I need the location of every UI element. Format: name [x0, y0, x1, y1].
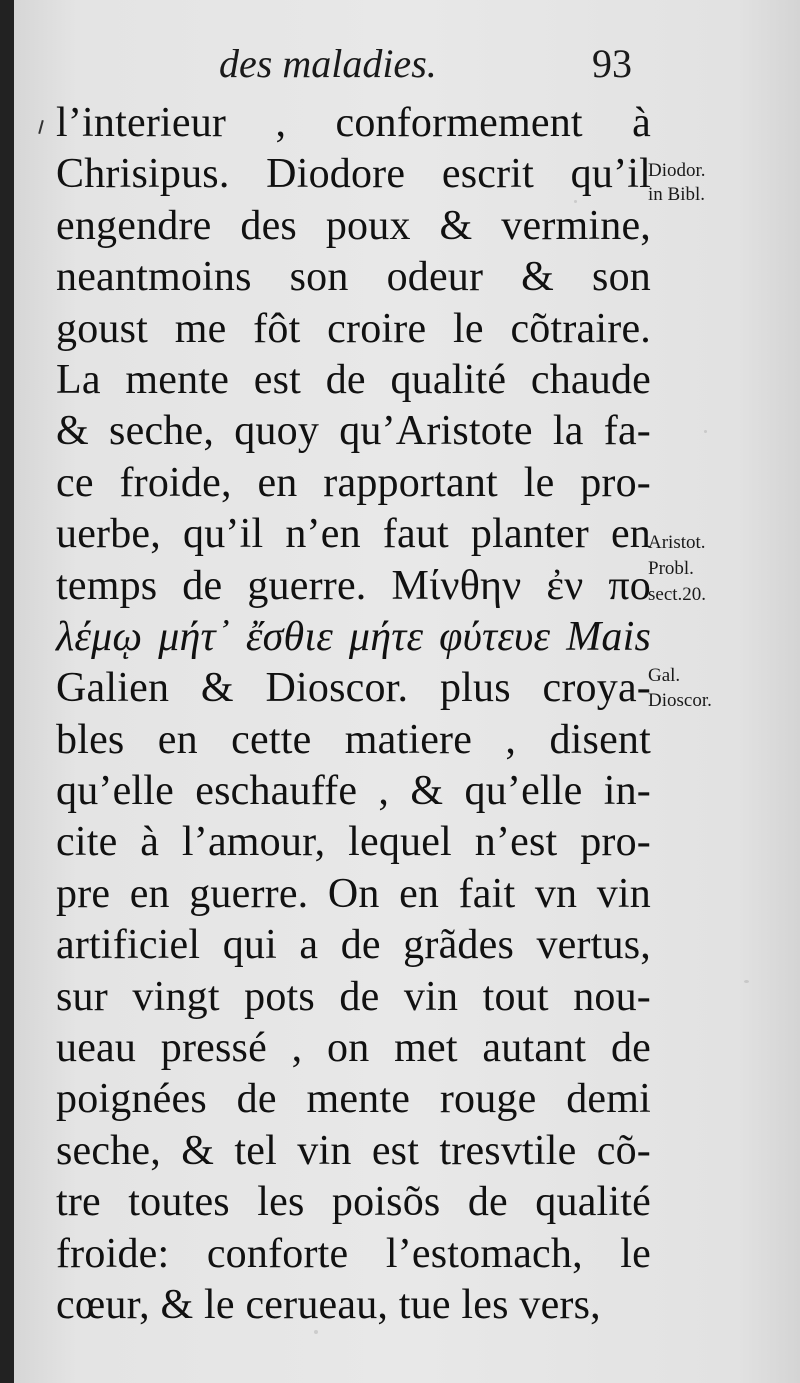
text-line: uerbe, qu’il n’en faut planter en: [56, 511, 651, 558]
text-line: tre toutes les poisõs de qualité: [56, 1179, 651, 1226]
running-title: des maladies.: [219, 41, 437, 86]
text-line: pre en guerre. On en fait vn vin: [56, 870, 651, 917]
text-line: La mente est de qualité chaude: [56, 356, 651, 403]
text-line-greek: λέμῳ μήτ᾽ ἔσθιε μήτε φύτευε Mais: [56, 613, 651, 660]
text-line: & seche, quoy qu’Aristote la fa-: [56, 408, 651, 455]
text-line: engendre des poux & vermine,: [56, 202, 651, 249]
text-line: l’interieur , conformement à: [56, 100, 651, 146]
margin-mark: [38, 120, 44, 134]
text-line: goust me fôt croire le cõtraire.: [56, 305, 651, 352]
text-line: Chrisipus. Diodore escrit qu’il: [56, 151, 651, 198]
text-line-greek: temps de guerre. Μίνθην ἐν πο: [56, 562, 651, 609]
page-header: [14, 40, 800, 100]
text-line: bles en cette matiere , disent: [56, 716, 651, 763]
text-line: Galien & Dioscor. plus croya-: [56, 665, 651, 712]
margin-note-source: Dioscor.: [648, 690, 712, 711]
text-line: sur vingt pots de vin tout nou-: [56, 973, 651, 1020]
text-line: cœur, & le cerueau, tue les vers,: [56, 1281, 601, 1328]
paper-speck: [744, 980, 749, 983]
text-line: poignées de mente rouge demi: [56, 1076, 651, 1123]
margin-note-source: Aristot.: [648, 532, 706, 553]
margin-note-source: in Bibl.: [648, 184, 706, 205]
margin-note-source: sect.20.: [648, 584, 707, 605]
paper-speck: [704, 430, 707, 433]
margin-note-source: Probl.: [648, 558, 694, 579]
text-line: froide: conforte l’estomach, le: [56, 1230, 651, 1277]
margin-note-source: Diodor.: [648, 160, 706, 181]
body-text: [56, 98, 651, 1331]
text-line: seche, & tel vin est tresvtile cõ-: [56, 1127, 651, 1174]
text-line: cite à l’amour, lequel n’est pro-: [56, 819, 651, 866]
text-line: ce froide, en rapportant le pro-: [56, 459, 651, 506]
text-line: qu’elle eschauffe , & qu’elle in-: [56, 768, 651, 815]
text-line: artificiel qui a de grãdes vertus,: [56, 922, 651, 969]
text-line: neantmoins son odeur & son: [56, 254, 651, 301]
margin-note-source: Gal.: [648, 665, 681, 686]
text-line: ueau pressé , on met autant de: [56, 1025, 651, 1072]
page-number: 93: [592, 41, 632, 86]
book-page: [14, 0, 800, 1383]
